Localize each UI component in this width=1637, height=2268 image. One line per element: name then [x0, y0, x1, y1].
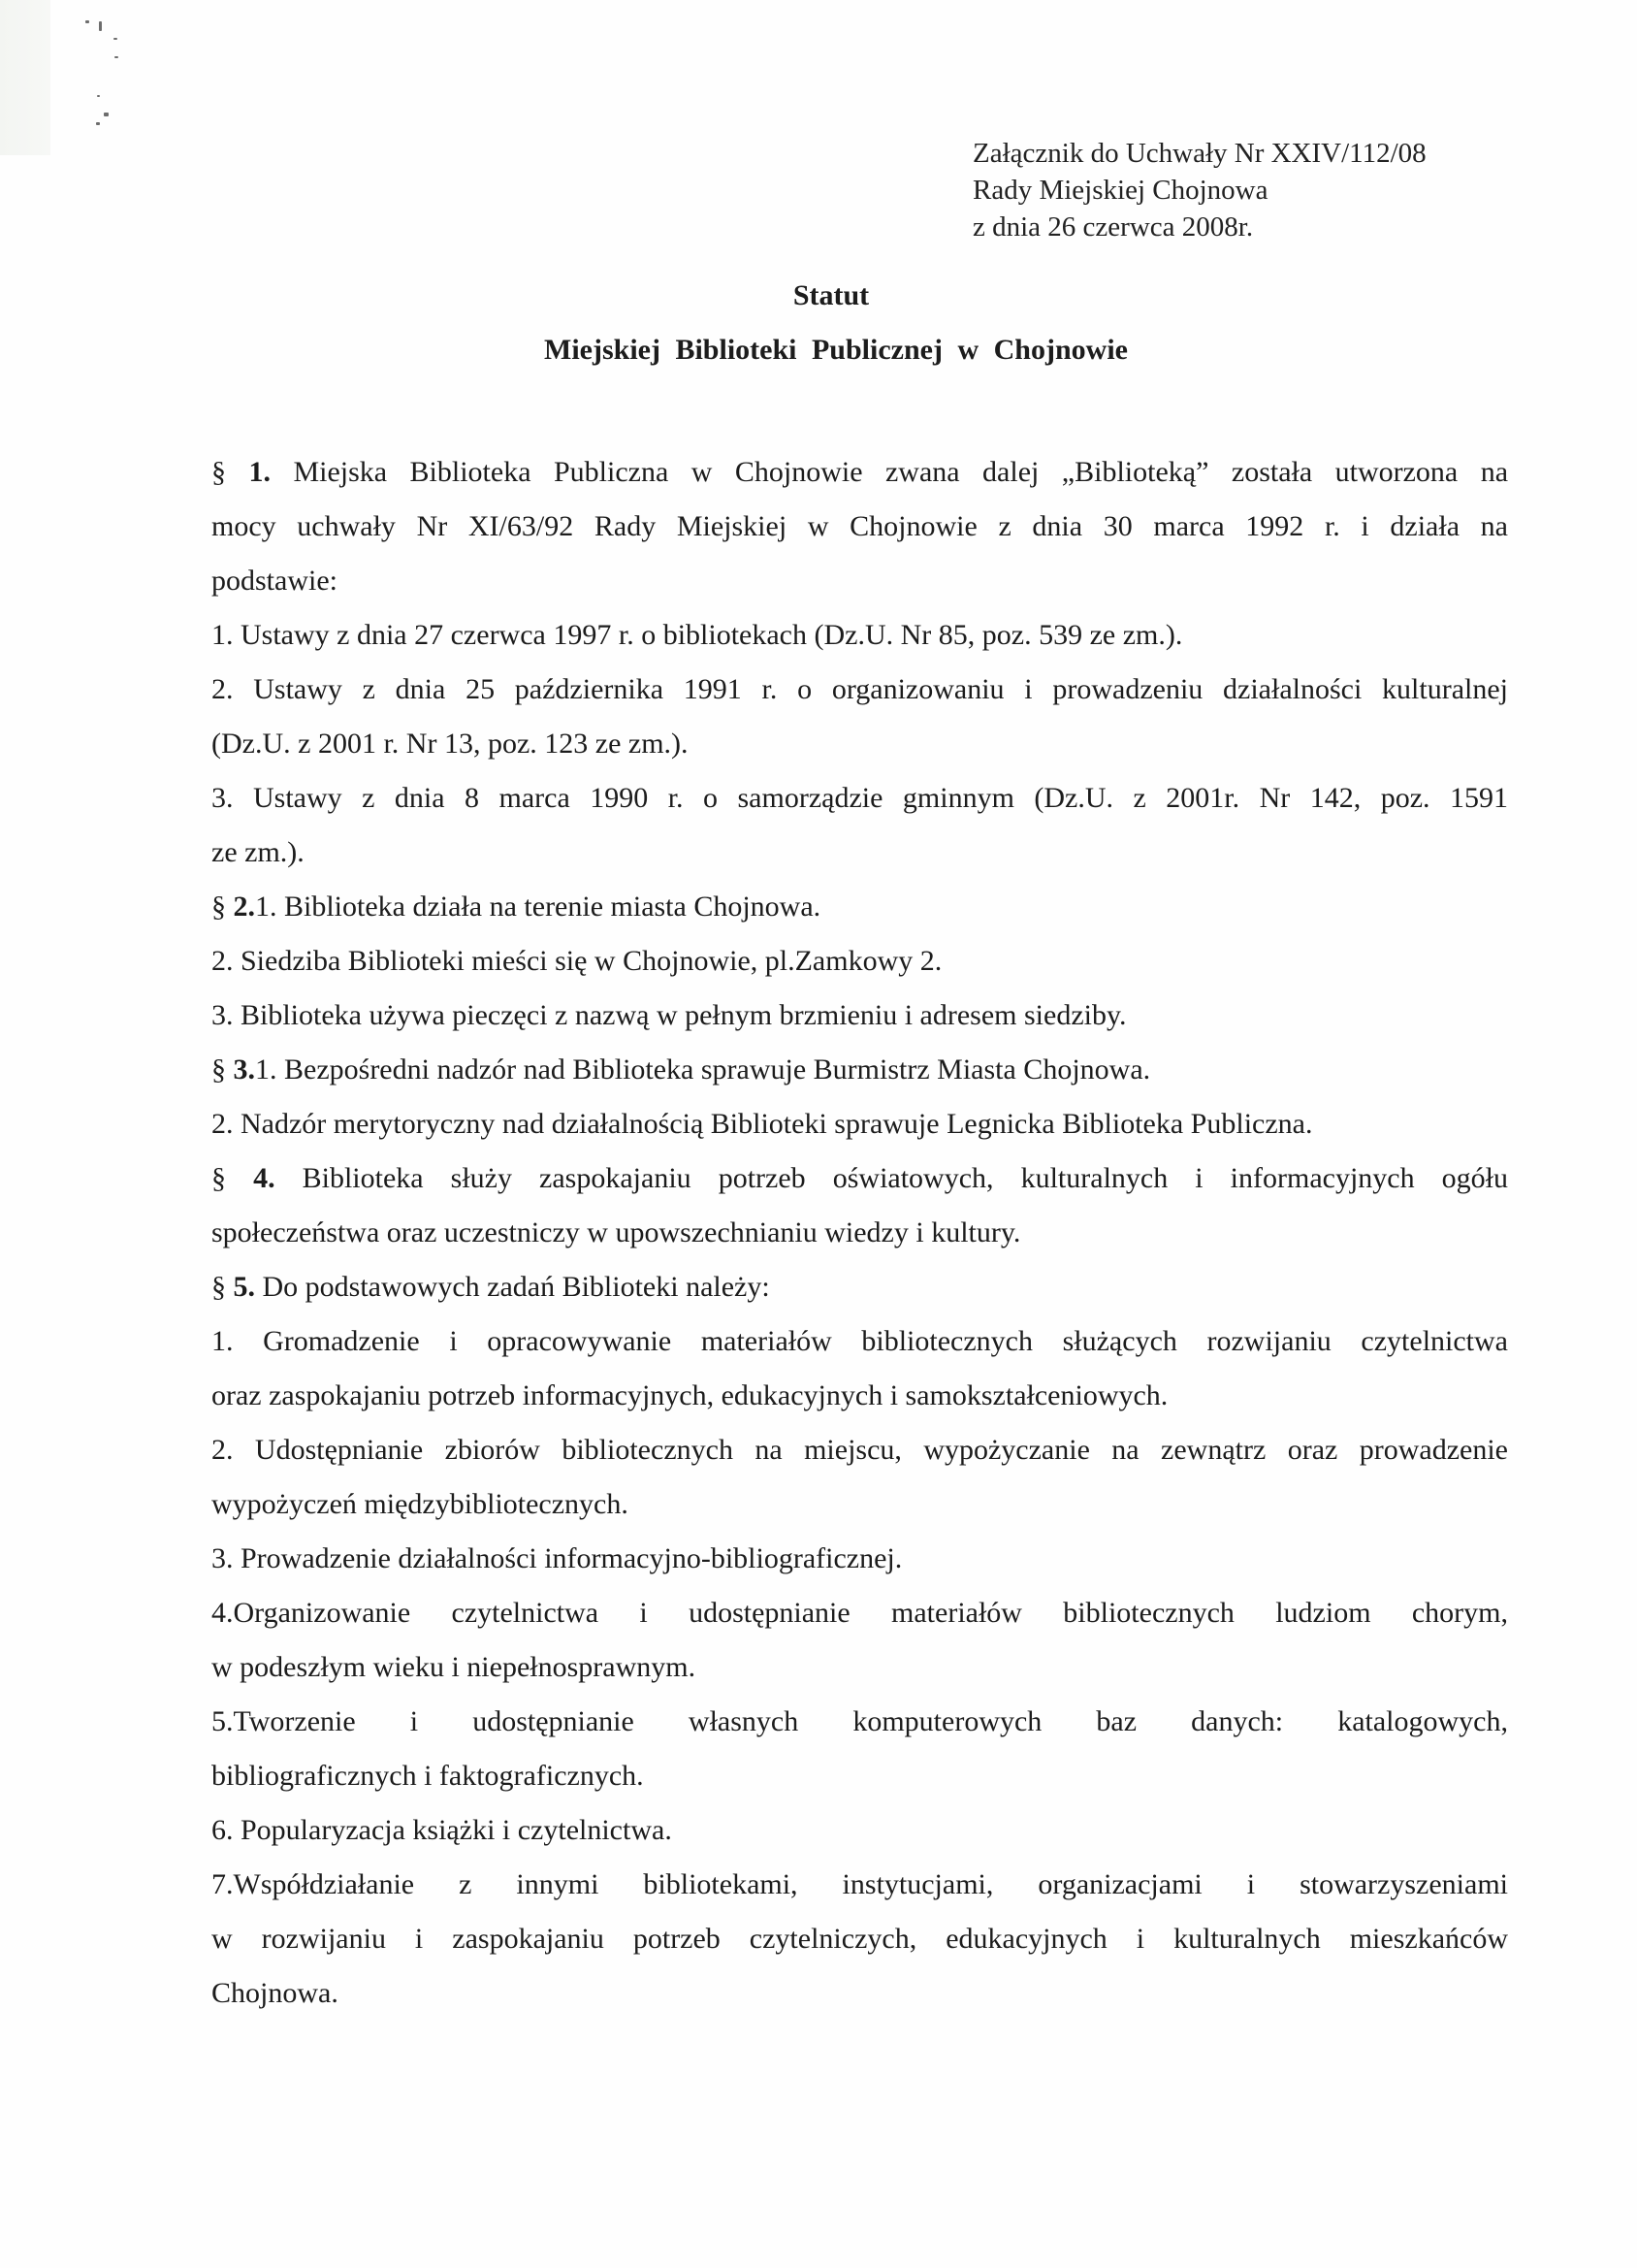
section-1-item-cont: ze zm.). [211, 836, 305, 868]
scan-edge-shadow [0, 0, 50, 155]
section-number: 2. [233, 891, 255, 923]
section-1-item: 1. Ustawy z dnia 27 czerwca 1997 r. o bibliotekach (Dz.U. Nr 85, poz. 539 ze zm.). [211, 619, 1183, 651]
header-line: z dnia 26 czerwca 2008r. [973, 211, 1254, 243]
header-line: Rady Miejskiej Chojnowa [973, 175, 1268, 206]
section-4-line: społeczeństwa oraz uczestniczy w upowszechnianiu wiedzy i kultury. [211, 1216, 1021, 1248]
scan-speck [97, 95, 100, 97]
section-text: Do podstawowych zadań Biblioteki należy: [262, 1271, 770, 1303]
section-text: 1. Biblioteka działa na terenie miasta Chojnowa. [255, 891, 821, 923]
section-4-line [211, 1151, 1508, 1206]
section-1-item-cont: (Dz.U. z 2001 r. Nr 13, poz. 123 ze zm.). [211, 728, 689, 760]
section-mark: § [211, 1162, 226, 1194]
section-3-item: 2. Nadzór merytoryczny nad działalnością Biblioteki sprawuje Legnicka Biblioteka Publiczna. [211, 1108, 1313, 1140]
section-5-item-cont: w rozwijaniu i zaspokajaniu potrzeb czytelniczych, edukacyjnych i kulturalnych mieszkańców [211, 1923, 1508, 1955]
section-5-item-cont: bibliograficznych i faktograficznych. [211, 1760, 644, 1792]
section-mark: § [211, 456, 226, 488]
document-title: Statut [792, 279, 870, 311]
section-mark: § [211, 1271, 226, 1303]
header-line: Załącznik do Uchwały Nr XXIV/112/08 [973, 138, 1427, 169]
section-2-line [211, 880, 1508, 934]
section-5-item: 7.Współdziałanie z innymi bibliotekami, instytucjami, organizacjami i stowarzyszeniami [211, 1868, 1508, 1900]
section-3-line [211, 1043, 1508, 1097]
section-5-item: 6. Popularyzacja książki i czytelnictwa. [211, 1814, 672, 1846]
section-5-item: 5.Tworzenie i udostępnianie własnych komputerowych baz danych: katalogowych, [211, 1705, 1508, 1737]
section-5-item: 2. Udostępnianie zbiorów bibliotecznych na miejscu, wypożyczanie na zewnątrz oraz prowadzenie [211, 1434, 1508, 1466]
section-5-item: 4.Organizowanie czytelnictwa i udostępnianie materiałów bibliotecznych ludziom chorym, [211, 1597, 1508, 1629]
section-text: Biblioteka służy zaspokajaniu potrzeb oświatowych, kulturalnych i informacyjnych ogółu [302, 1162, 1509, 1194]
section-5-item: 3. Prowadzenie działalności informacyjno-bibliograficznej. [211, 1542, 903, 1574]
scan-speck [96, 122, 100, 125]
scan-speck [114, 56, 118, 58]
section-5-item: 1. Gromadzenie i opracowywanie materiałów bibliotecznych służących rozwijaniu czytelnictwa [211, 1325, 1508, 1357]
scan-speck [85, 20, 89, 23]
section-1-item: 2. Ustawy z dnia 25 października 1991 r. o organizowaniu i prowadzeniu działalności kulturalnej [211, 673, 1508, 705]
attachment-header-note [973, 135, 1427, 245]
section-mark: § [211, 891, 226, 923]
document-body [211, 445, 1508, 2021]
scan-artifacts [78, 17, 136, 153]
scan-speck [113, 38, 117, 40]
scan-speck [104, 113, 109, 116]
section-5-item-cont: w podeszłym wieku i niepełnosprawnym. [211, 1651, 696, 1683]
section-5-item-cont: Chojnowa. [211, 1977, 338, 2009]
section-text: 1. Bezpośredni nadzór nad Biblioteka sprawuje Burmistrz Miasta Chojnowa. [255, 1053, 1151, 1085]
section-1-line: podstawie: [211, 565, 337, 597]
section-2-item: 2. Siedziba Biblioteki mieści się w Chojnowie, pl.Zamkowy 2. [211, 945, 943, 977]
scan-speck [99, 21, 102, 31]
section-1-line [211, 445, 1508, 500]
section-5-line [211, 1260, 1508, 1314]
document-subtitle: Miejskiej Biblioteki Publicznej w Chojnowie [544, 334, 1128, 366]
section-number: 3. [233, 1053, 255, 1085]
section-text: Miejska Biblioteka Publiczna w Chojnowie zwana dalej „Biblioteką” została utworzona na [293, 456, 1509, 488]
section-number: 4. [253, 1162, 275, 1194]
section-1-item: 3. Ustawy z dnia 8 marca 1990 r. o samorządzie gminnym (Dz.U. z 2001r. Nr 142, poz. 1591 [211, 782, 1508, 814]
section-number: 5. [233, 1271, 255, 1303]
section-mark: § [211, 1053, 226, 1085]
section-number: 1. [248, 456, 271, 488]
section-2-item: 3. Biblioteka używa pieczęci z nazwą w pełnym brzmieniu i adresem siedziby. [211, 999, 1127, 1031]
section-1-line: mocy uchwały Nr XI/63/92 Rady Miejskiej w Chojnowie z dnia 30 marca 1992 r. i działa na [211, 510, 1508, 542]
section-5-item-cont: wypożyczeń międzybibliotecznych. [211, 1488, 628, 1520]
section-5-item-cont: oraz zaspokajaniu potrzeb informacyjnych, edukacyjnych i samokształceniowych. [211, 1379, 1169, 1411]
